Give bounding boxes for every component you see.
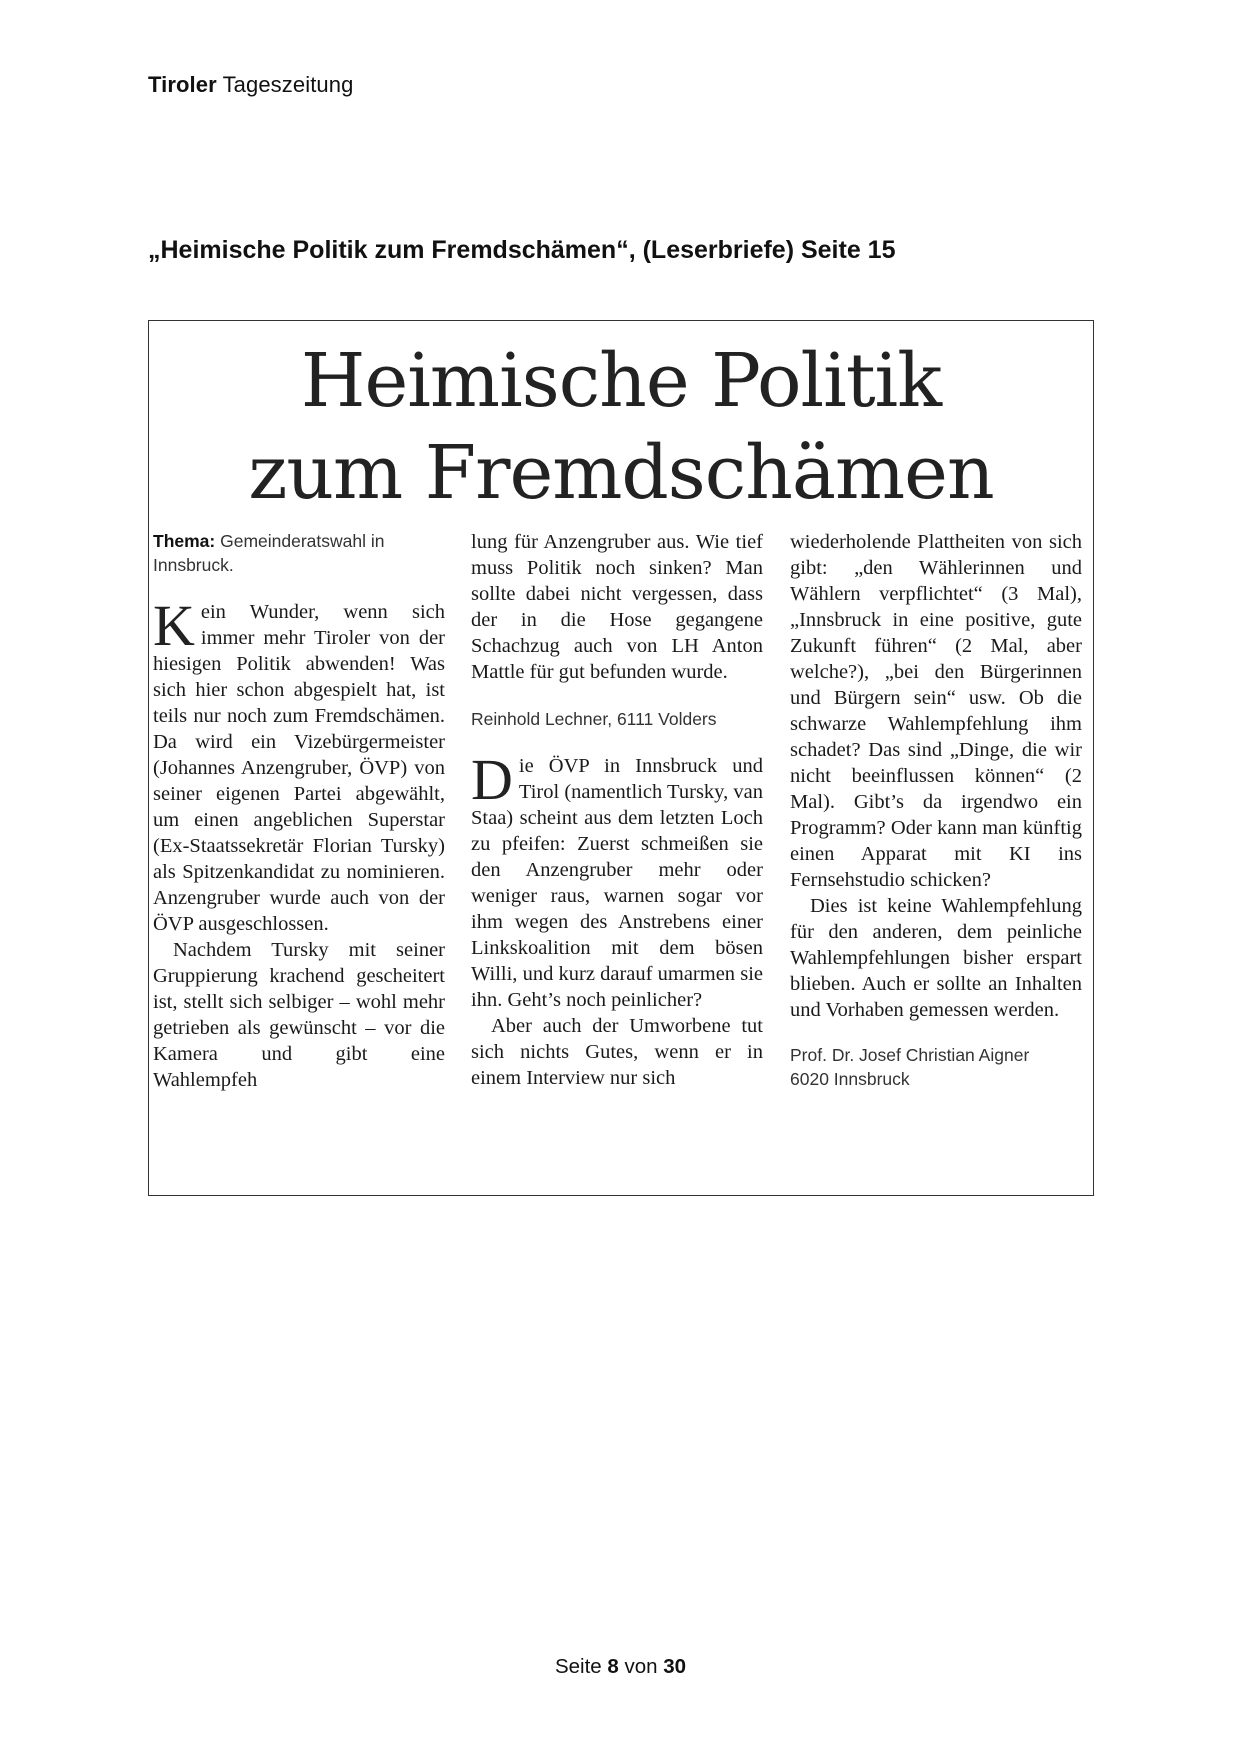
topic-label: Thema: xyxy=(153,531,216,551)
publication-name-bold: Tiroler xyxy=(148,72,217,97)
letter-1-paragraph-2-cont-text: lung für Anzengruber aus. Wie tief muss Politik noch sinken? Man sollte dabei nicht vergessen, dass der in die Hose gegangene Schachzug auch von LH Anton Mattle für gut befunden wurde. xyxy=(471,531,763,683)
letter-1-paragraph-2-cont xyxy=(471,529,763,685)
total-pages: 30 xyxy=(663,1655,687,1678)
headline-line-2: zum Fremdschämen xyxy=(248,430,994,516)
article-column-3 xyxy=(790,529,1082,1091)
letter-2-continued xyxy=(790,529,1082,1091)
page-footer xyxy=(0,1655,1241,1679)
letter-2-paragraph-2-cont xyxy=(790,529,1082,893)
topic-line xyxy=(153,529,445,577)
letter-2-paragraph-3 xyxy=(790,893,1082,1023)
letter-1-paragraph-1-dropcap: K xyxy=(153,593,195,658)
letter-2-paragraph-1-dropcap: D xyxy=(471,747,513,812)
letter-2-paragraph-1 xyxy=(471,747,763,1013)
article-headline xyxy=(149,335,1093,519)
letter-1-start xyxy=(153,593,445,1093)
article-column-1 xyxy=(153,529,445,1093)
letter-2-paragraph-2-cont-text: wiederholende Plattheiten von sich gibt: „den Wählerinnen und Wählern verpflichtet“ (3 Mal), „Innsbruck in eine positive, gute Zukunft führen“ (2 Mal, aber welche?), „bei den Bürgerinnen und Bürgern sein“ usw. Ob die schwarze Wahlempfehlung ihm schadet? Das sind „Dinge, die wir nicht beeinflussen können“ (2 Mal). Gibt’s da irgendwo ein Programm? Oder kann man künftig einen Apparat mit KI ins Fernsehstudio schicken? xyxy=(790,531,1082,891)
letter-2-paragraph-1-text: ie ÖVP in Innsbruck und Tirol (namentlich Tursky, van Staa) scheint aus dem letzten Loch zu pfeifen: Zuerst schmeißen sie den Anzengruber mehr oder weniger raus, warnen sogar vor ihm wegen des Anstrebens einer Linkskoalition mit dem bösen Willi, und kurz darauf umarmen sie ihn. Geht’s noch peinlicher? xyxy=(471,755,763,1011)
letter-2-paragraph-2 xyxy=(471,1013,763,1091)
article-column-2 xyxy=(471,529,763,1091)
letter-1-paragraph-2 xyxy=(153,937,445,1093)
letter-2-paragraph-3-text: Dies ist keine Wahlempfehlung für den anderen, dem peinliche Wahlempfehlungen bisher erspart blieben. Auch er sollte an Inhalten und Vorhaben gemessen werden. xyxy=(790,895,1082,1021)
footer-prefix: Seite xyxy=(554,1655,608,1678)
footer-separator: von xyxy=(618,1655,664,1678)
document-title: „Heimische Politik zum Fremdschämen“, (Leserbriefe) Seite 15 xyxy=(148,236,896,264)
newspaper-clipping xyxy=(148,320,1094,1196)
letter-1-continued xyxy=(471,529,763,1091)
letter-1-paragraph-1 xyxy=(153,593,445,937)
current-page-number: 8 xyxy=(607,1655,619,1678)
letter-2-paragraph-2-text: Aber auch der Umworbene tut sich nichts Gutes, wenn er in einem Interview nur sich xyxy=(471,1015,763,1089)
topic-text: Gemeinderatswahl in Innsbruck. xyxy=(153,531,385,575)
letter-1-paragraph-2-text: Nachdem Tursky mit seiner Gruppierung krachend gescheitert ist, stellt sich selbiger – wohl mehr getrieben als gewünscht – vor die Kamera und gibt eine Wahlempfeh xyxy=(153,939,445,1091)
letter-1-paragraph-1-text: ein Wunder, wenn sich immer mehr Tiroler von der hiesigen Politik abwenden! Was sich hier schon abgespielt hat, ist teils nur noch zum Fremdschämen. Da wird ein Vizebürgermeister (Johannes Anzengruber, ÖVP) von seiner eigenen Partei abgewählt, um einen angeblichen Superstar (Ex-Staatssekretär Florian Tursky) als Spitzenkandidat zu nominieren. Anzengruber wurde auch von der ÖVP ausgeschlossen. xyxy=(153,601,445,935)
headline-line-1: Heimische Politik xyxy=(300,338,942,424)
letter-1-author: Reinhold Lechner, 6111 Volders xyxy=(471,709,717,729)
letter-2-author-location: 6020 Innsbruck xyxy=(790,1069,910,1089)
letter-2-author xyxy=(790,1043,1082,1091)
publication-name-rest: Tageszeitung xyxy=(216,72,354,97)
document-header xyxy=(148,72,353,98)
letter-2-author-name: Prof. Dr. Josef Christian Aigner xyxy=(790,1045,1030,1065)
